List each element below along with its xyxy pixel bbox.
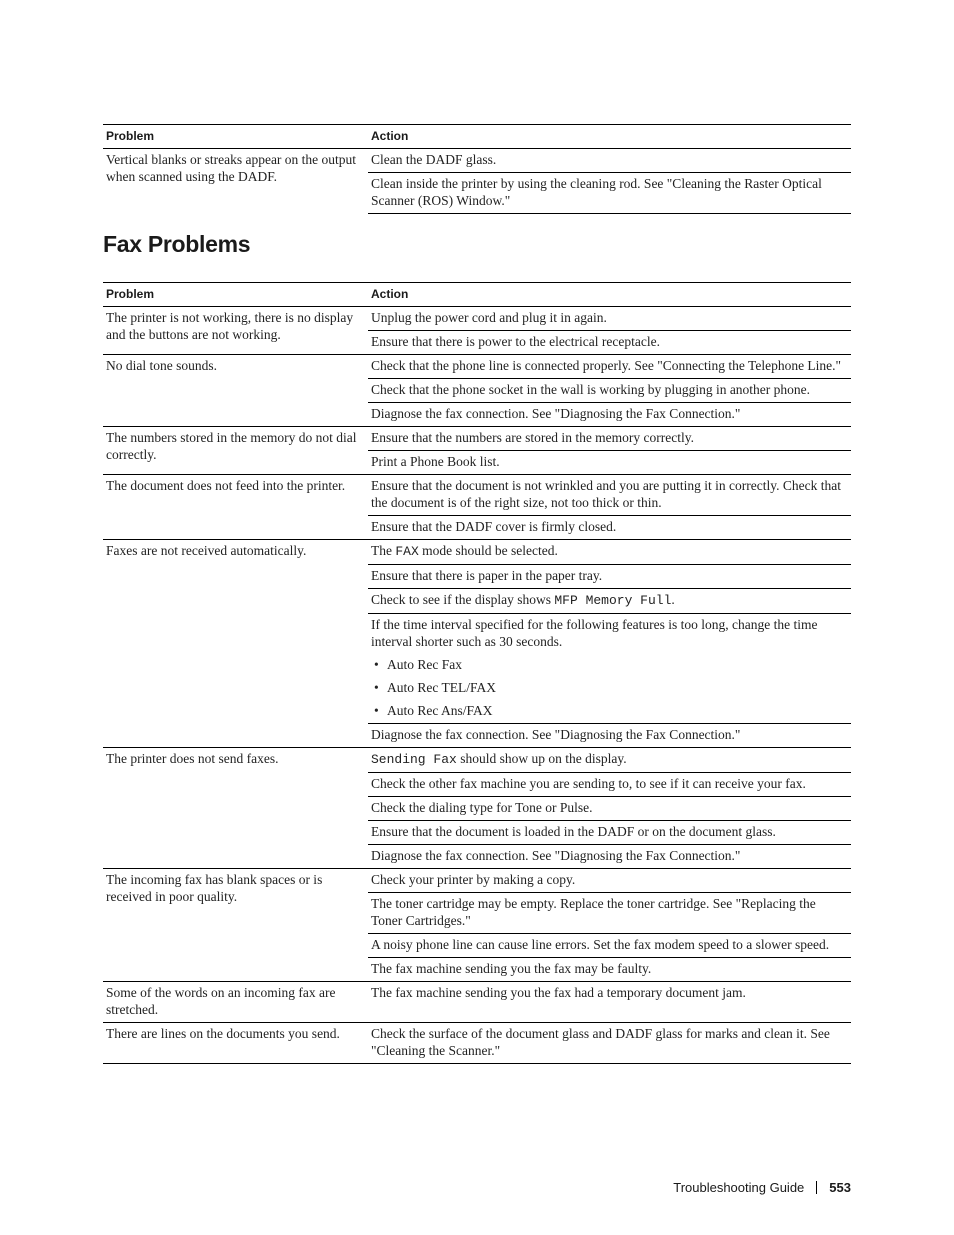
- table-row: [103, 307, 851, 331]
- footer-section-name: Troubleshooting Guide: [673, 1180, 805, 1195]
- display-message: Sending Fax: [371, 752, 457, 767]
- scan-problems-table: [103, 124, 851, 214]
- table-row: [103, 982, 851, 1023]
- problem-cell: The numbers stored in the memory do not dial correctly.: [103, 427, 368, 475]
- table-row: [103, 475, 851, 516]
- action-cell: Ensure that the DADF cover is firmly closed.: [368, 516, 851, 540]
- table-row: [103, 540, 851, 565]
- action-cell: Ensure that there is power to the electrical receptacle.: [368, 331, 851, 355]
- action-cell: Unplug the power cord and plug it in again.: [368, 307, 851, 331]
- table-row: [103, 869, 851, 893]
- table-row: [103, 748, 851, 773]
- action-cell: Diagnose the fax connection. See "Diagnosing the Fax Connection.": [368, 724, 851, 748]
- column-header-action: Action: [368, 125, 851, 149]
- footer-divider: [816, 1181, 817, 1194]
- action-cell: Check that the phone line is connected properly. See "Connecting the Telephone Line.": [368, 355, 851, 379]
- action-text: If the time interval specified for the following features is too long, change the time interval shorter such as 30 seconds.: [371, 617, 818, 649]
- action-cell: Check the surface of the document glass and DADF glass for marks and clean it. See "Cleaning the Scanner.": [368, 1023, 851, 1064]
- problem-cell: No dial tone sounds.: [103, 355, 368, 427]
- action-cell: Diagnose the fax connection. See "Diagnosing the Fax Connection.": [368, 403, 851, 427]
- action-cell: Check the other fax machine you are sending to, to see if it can receive your fax.: [368, 773, 851, 797]
- list-item: [374, 656, 848, 673]
- action-cell: [368, 748, 851, 773]
- action-cell: Clean inside the printer by using the cleaning rod. See "Cleaning the Raster Optical Scanner (ROS) Window.": [368, 173, 851, 214]
- action-cell: [368, 589, 851, 614]
- action-text: .: [671, 592, 675, 607]
- problem-cell: The printer does not send faxes.: [103, 748, 368, 869]
- action-cell: Ensure that the numbers are stored in the memory correctly.: [368, 427, 851, 451]
- action-cell: A noisy phone line can cause line errors. Set the fax modem speed to a slower speed.: [368, 934, 851, 958]
- table-row: [103, 1023, 851, 1064]
- action-cell: The fax machine sending you the fax may be faulty.: [368, 958, 851, 982]
- action-cell: Clean the DADF glass.: [368, 149, 851, 173]
- problem-cell: Some of the words on an incoming fax are stretched.: [103, 982, 368, 1023]
- problem-cell: The document does not feed into the printer.: [103, 475, 368, 540]
- fax-problems-table: [103, 282, 851, 1064]
- display-message: FAX: [395, 544, 419, 559]
- action-cell: [368, 540, 851, 565]
- section-title: Fax Problems: [103, 231, 251, 257]
- action-text: mode should be selected.: [418, 543, 558, 558]
- problem-cell: There are lines on the documents you send.: [103, 1023, 368, 1064]
- table-row: [103, 149, 851, 173]
- display-message: MFP Memory Full: [554, 593, 672, 608]
- action-cell: Diagnose the fax connection. See "Diagnosing the Fax Connection.": [368, 845, 851, 869]
- page-number: 553: [829, 1180, 851, 1195]
- action-cell: The fax machine sending you the fax had a temporary document jam.: [368, 982, 851, 1023]
- feature-list: [371, 656, 848, 719]
- column-header-problem: Problem: [103, 125, 368, 149]
- list-item: [374, 702, 848, 719]
- problem-cell: The printer is not working, there is no display and the buttons are not working.: [103, 307, 368, 355]
- table-row: [103, 427, 851, 451]
- column-header-action: Action: [368, 283, 851, 307]
- action-text: Check to see if the display shows: [371, 592, 555, 607]
- action-text: The: [371, 543, 396, 558]
- problem-cell: Faxes are not received automatically.: [103, 540, 368, 748]
- page-content: [103, 124, 851, 1064]
- action-cell: Ensure that the document is loaded in the DADF or on the document glass.: [368, 821, 851, 845]
- action-cell: Print a Phone Book list.: [368, 451, 851, 475]
- table-row: [103, 355, 851, 379]
- problem-cell: The incoming fax has blank spaces or is received in poor quality.: [103, 869, 368, 982]
- problem-cell: Vertical blanks or streaks appear on the output when scanned using the DADF.: [103, 149, 368, 214]
- column-header-problem: Problem: [103, 283, 368, 307]
- action-cell: The toner cartridge may be empty. Replace the toner cartridge. See "Replacing the Toner Cartridges.": [368, 893, 851, 934]
- page-footer: [673, 1180, 851, 1195]
- action-text: should show up on the display.: [456, 751, 627, 766]
- action-cell: Check your printer by making a copy.: [368, 869, 851, 893]
- list-item-label: Auto Rec Fax: [387, 657, 462, 672]
- action-cell: Ensure that the document is not wrinkled and you are putting it in correctly. Check that the document is of the right size, not too thick or thin.: [368, 475, 851, 516]
- list-item-label: Auto Rec TEL/FAX: [387, 680, 496, 695]
- action-cell: [368, 614, 851, 724]
- action-cell: Check that the phone socket in the wall is working by plugging in another phone.: [368, 379, 851, 403]
- list-item: [374, 679, 848, 696]
- action-cell: Ensure that there is paper in the paper tray.: [368, 565, 851, 589]
- action-cell: Check the dialing type for Tone or Pulse.: [368, 797, 851, 821]
- list-item-label: Auto Rec Ans/FAX: [387, 703, 493, 718]
